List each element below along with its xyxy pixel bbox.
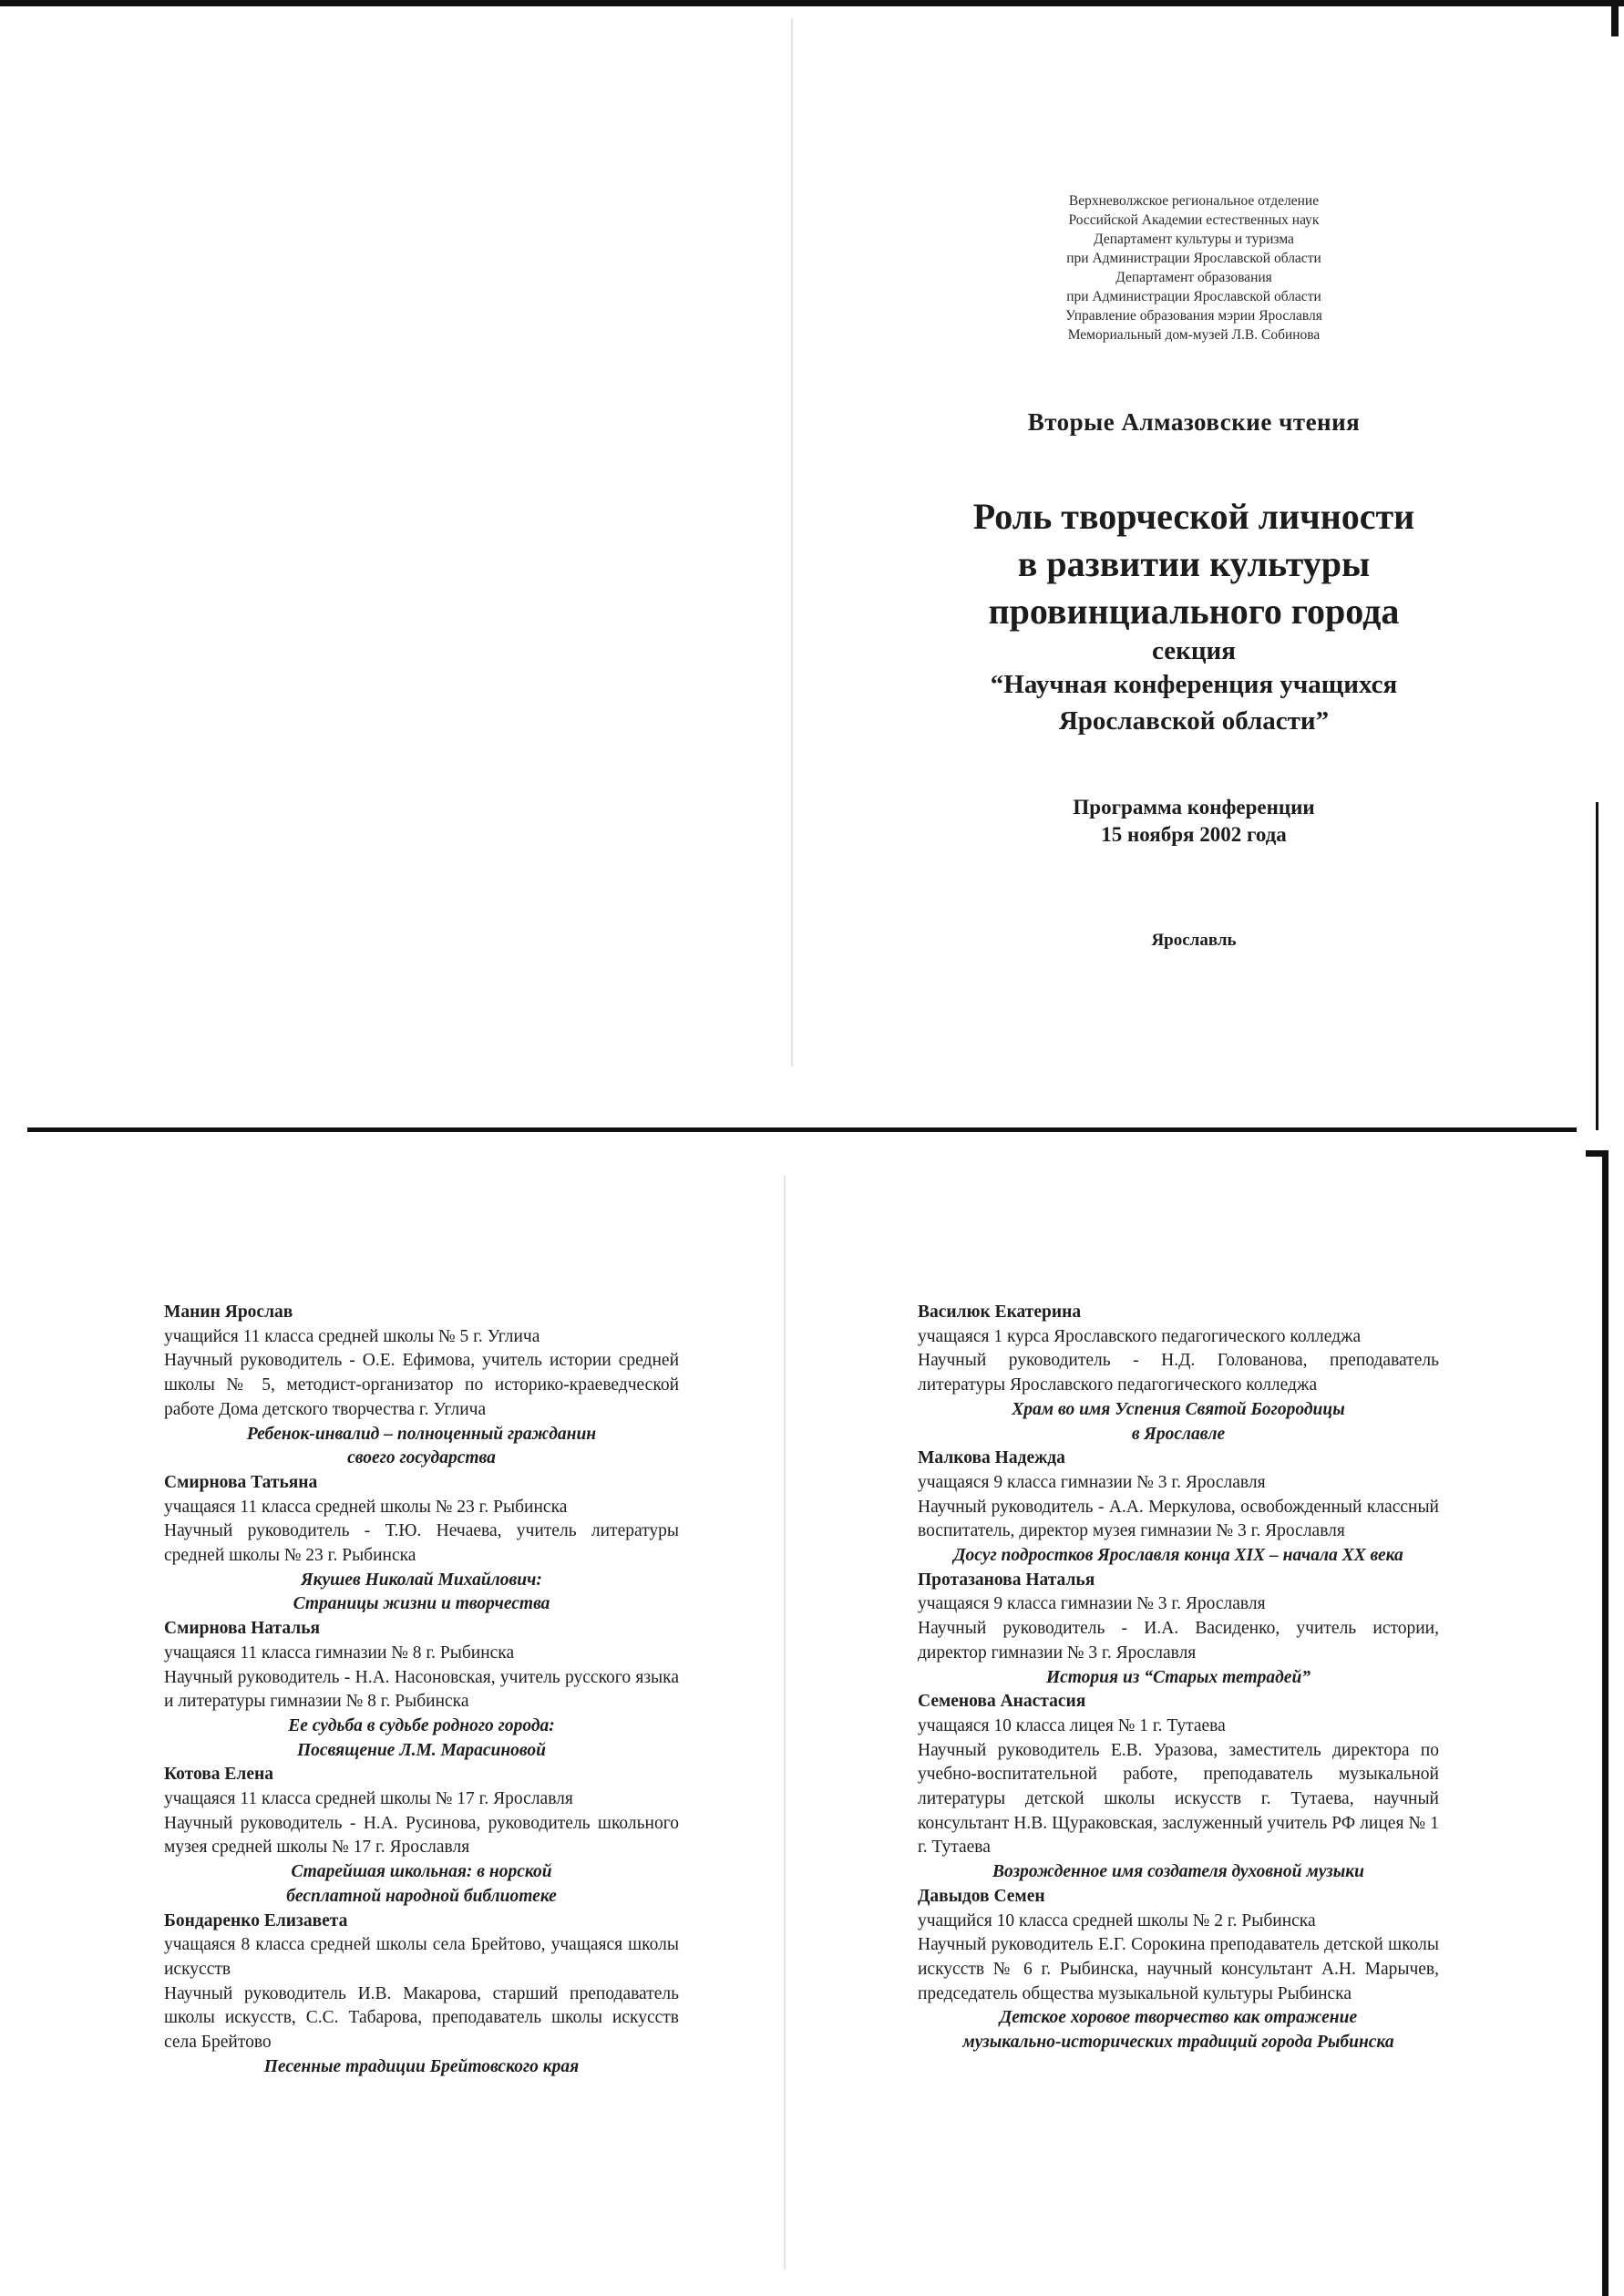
participant-name: Смирнова Наталья (164, 1619, 321, 1639)
report-topic: своего государства (347, 1448, 496, 1468)
report-topic: Страницы жизни и творчества (293, 1594, 550, 1614)
report-topic: Ребенок-инвалид – полноценный гражданин (246, 1424, 597, 1444)
right-sheet-edge-bottom (1602, 1150, 1609, 2296)
program-line: Программа конференции (1073, 796, 1315, 819)
participant-supervisor: Научный руководитель - Н.Д. Голованова, преподаватель литературы Ярославского педагогического колледжа (918, 1351, 1439, 1395)
participant-entry (918, 1569, 1439, 1691)
organizations-list (957, 191, 1431, 345)
participant-entry (918, 1301, 1439, 1447)
participant-entry (918, 1885, 1439, 2055)
organization-line: при Администрации Ярославской области (1066, 289, 1321, 304)
participant-supervisor: Научный руководитель - Т.Ю. Нечаева, учитель литературы средней школы № 23 г. Рыбинска (164, 1521, 679, 1566)
middle-scan-edge (27, 1127, 1577, 1132)
participant-supervisor: Научный руководитель - О.Е. Ефимова, учитель истории средней школы № 5, методист-организатор по историко-краеведческой работе Дома детского творчества г. Углича (164, 1351, 679, 1419)
report-topic: музыкально-исторических традиций города Рыбинска (962, 2033, 1394, 2053)
participant-school: учащаяся 11 класса средней школы № 17 г. Ярославля (164, 1789, 573, 1809)
section-name-line: Ярославской области” (1058, 706, 1330, 736)
report-topic: бесплатной народной библиотеке (286, 1886, 557, 1906)
participant-name: Бондаренко Елизавета (164, 1910, 348, 1930)
report-topic: Посвящение Л.М. Марасиновой (297, 1740, 546, 1760)
participant-school: учащаяся 1 курса Ярославского педагогического колледжа (918, 1326, 1362, 1346)
organization-line: Верхневолжское региональное отделение (1068, 193, 1320, 209)
cover-page (875, 191, 1513, 951)
report-topic: в Ярославле (1131, 1424, 1226, 1444)
participant-entry (164, 1763, 679, 1909)
participant-school: учащаяся 9 класса гимназии № 3 г. Ярославля (918, 1594, 1266, 1614)
participant-name: Василюк Екатерина (918, 1302, 1082, 1322)
participant-name: Семенова Анастасия (918, 1692, 1086, 1712)
top-page-fold (791, 18, 793, 1066)
participant-supervisor: Научный руководитель - Н.А. Русинова, руководитель школьного музея средней школы № 17 г. Ярославля (164, 1813, 679, 1858)
participant-name: Котова Елена (164, 1765, 273, 1785)
organization-line: Управление образования мэрии Ярославля (1065, 308, 1322, 324)
report-topic: Возрожденное имя создателя духовной музыки (992, 1862, 1364, 1882)
participant-entry (164, 1617, 679, 1763)
title-line: Роль творческой личности (972, 496, 1415, 537)
readings-heading: Вторые Алмазовские чтения (1027, 408, 1361, 436)
participant-supervisor: Научный руководитель - А.А. Меркулова, освобожденный классный воспитатель, директор музея гимназии № 3 г. Ярославля (918, 1497, 1439, 1541)
bottom-page-fold (784, 1176, 786, 2270)
participant-supervisor: Научный руководитель - И.А. Васиденко, учитель истории, директор гимназии № 3 г. Ярославля (918, 1619, 1439, 1663)
participant-entry (164, 1301, 679, 1471)
organization-line: Российской Академии естественных наук (1068, 212, 1320, 228)
report-topic: Якушев Николай Михайлович: (301, 1570, 542, 1590)
top-scan-edge (0, 0, 1624, 6)
participant-school: учащаяся 9 класса гимназии № 3 г. Ярославля (918, 1472, 1266, 1492)
participant-name: Манин Ярослав (164, 1302, 293, 1322)
participant-entry (918, 1447, 1439, 1569)
left-program-page (164, 1301, 679, 2080)
participant-school: учащаяся 10 класса лицея № 1 г. Тутаева (918, 1715, 1226, 1735)
participant-supervisor: Научный руководитель Е.Г. Сорокина преподаватель детской школы искусств № 6 г. Рыбинска, научный консультант А.Н. Марычев, председатель общества музыкальной культуры Рыбинска (918, 1935, 1439, 2003)
organization-line: Департамент образования (1115, 270, 1272, 285)
report-topic: Досуг подростков Ярославля конца XIX – начала XX века (953, 1546, 1403, 1566)
participant-school: учащийся 10 класса средней школы № 2 г. Рыбинска (918, 1910, 1316, 1930)
participant-entry (164, 1910, 679, 2080)
organization-line: Департамент культуры и туризма (1094, 232, 1294, 247)
participant-supervisor: Научный руководитель И.В. Макарова, старший преподаватель школы искусств, С.С. Табарова, преподаватель школы искусств села Брейтово (164, 1983, 679, 2053)
report-topic: Ее судьба в судьбе родного города: (288, 1715, 555, 1735)
participant-school: учащаяся 11 класса средней школы № 23 г. Рыбинска (164, 1497, 568, 1517)
section-name-line: “Научная конференция учащихся (990, 670, 1398, 699)
city-name: Ярославль (1151, 931, 1237, 950)
participant-name: Малкова Надежда (918, 1448, 1065, 1468)
report-topic: Детское хоровое творчество как отражение (999, 2008, 1358, 2028)
section-name (875, 666, 1513, 739)
right-program-page (918, 1301, 1439, 2055)
program-heading (875, 794, 1513, 849)
participant-entry (918, 1690, 1439, 1885)
report-topic: Храм во имя Успения Святой Богородицы (1012, 1399, 1345, 1419)
participant-name: Протазанова Наталья (918, 1570, 1095, 1590)
right-sheet-edge-middle (1596, 802, 1598, 1130)
participant-name: Давыдов Семен (918, 1886, 1045, 1906)
participant-supervisor: Научный руководитель - Н.А. Насоновская, учитель русского языка и литературы гимназии № 8 г. Рыбинска (164, 1667, 679, 1712)
conference-title (875, 493, 1513, 635)
participant-school: учащийся 11 класса средней школы № 5 г. Углича (164, 1326, 540, 1346)
report-topic: Старейшая школьная: в норской (291, 1862, 552, 1882)
participant-entry (164, 1471, 679, 1617)
title-line: в развитии культуры (1017, 543, 1371, 584)
organization-line: при Администрации Ярославской области (1066, 251, 1321, 266)
participant-school: учащаяся 11 класса гимназии № 8 г. Рыбинска (164, 1642, 515, 1663)
program-date: 15 ноября 2002 года (1101, 823, 1287, 846)
participant-school: учащаяся 8 класса средней школы села Брейтово, учащаяся школы искусств (164, 1935, 679, 1979)
report-topic: История из “Старых тетрадей” (1045, 1667, 1311, 1687)
participant-name: Смирнова Татьяна (164, 1472, 318, 1492)
section-label: секция (1152, 636, 1236, 665)
participant-supervisor: Научный руководитель Е.В. Уразова, заместитель директора по учебно-воспитательной работе, преподаватель музыкальной литературы детской школы искусств г. Тутаева, научный консультант Н.В. Щураковская, заслуженный учитель РФ лицея № 1 г. Тутаева (918, 1740, 1439, 1858)
title-line: провинциального города (988, 591, 1400, 632)
organization-line: Мемориальный дом-музей Л.В. Собинова (1067, 327, 1321, 343)
report-topic: Песенные традиции Брейтовского края (263, 2056, 580, 2076)
right-sheet-edge-top (1611, 0, 1619, 36)
